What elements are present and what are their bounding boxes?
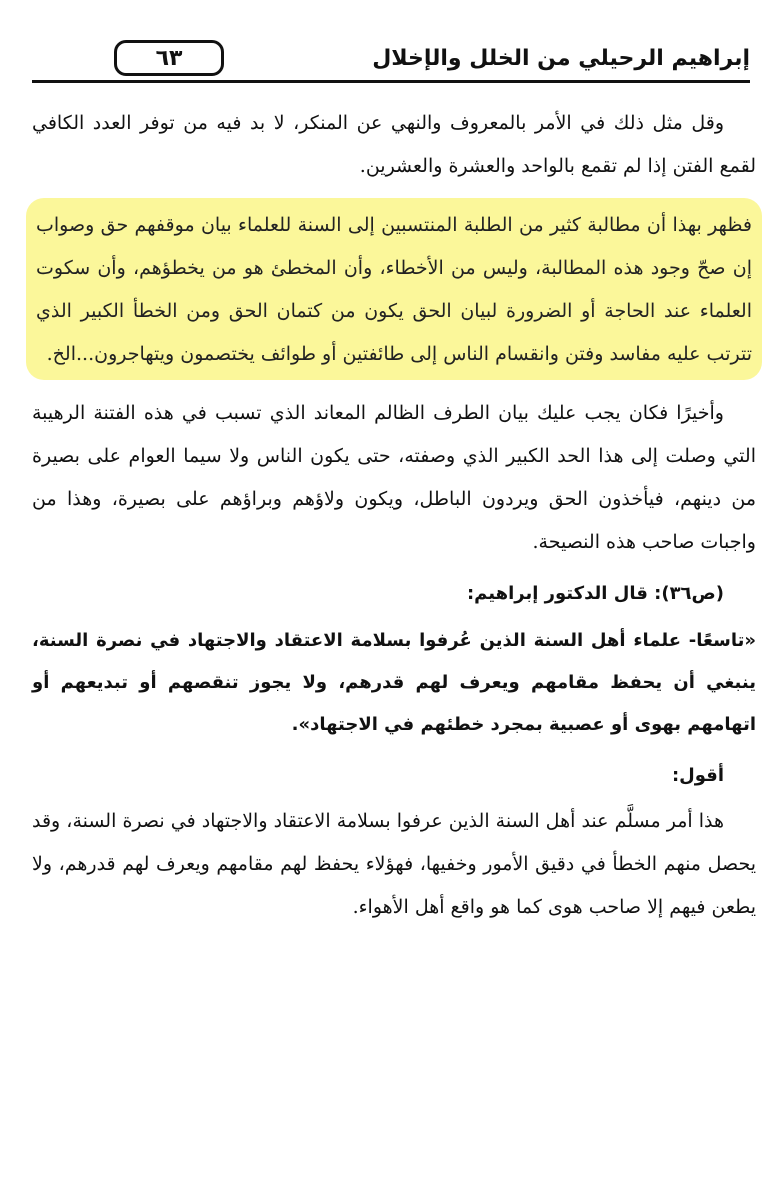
reply-heading: أقول: xyxy=(671,765,724,786)
citation-heading: (ص٣٦): قال الدكتور إبراهيم: xyxy=(466,583,724,604)
paragraph-1: وقل مثل ذلك في الأمر بالمعروف والنهي عن المنكر، لا بد فيه من توفر العدد الكافي لقمع الفتن إذا لم تقمع بالواحد والعشرة والعشرين. xyxy=(32,112,756,177)
header-rule xyxy=(32,80,750,83)
paragraph-3: وأخيرًا فكان يجب عليك بيان الطرف الظالم المعاند الذي تسبب في هذه الفتنة الرهيبة التي وصلت إلى هذا الحد الكبير الذي وصفته، حتى يكون الناس ولا سيما العوام على بصيرة من دينهم، فيأخذون الحق ويردون الباطل، ويكون ولاؤهم وبراؤهم على بصيرة، وهذا من واجبات صاحب هذه النصيحة. xyxy=(32,402,756,553)
running-header xyxy=(32,36,750,92)
running-title: إبراهيم الرحيلي من الخلل والإخلال xyxy=(372,46,750,71)
paragraph-4: هذا أمر مسلَّم عند أهل السنة الذين عرفوا بسلامة الاعتقاد والاجتهاد في نصرة السنة، وقد يحصل منهم الخطأ في دقيق الأمور وخفيها، فهؤلاء يحفظ لهم مقامهم ويعرف لهم قدرهم، ولا يطعن فيهم إلا صاحب هوى كما هو واقع أهل الأهواء. xyxy=(32,810,756,918)
page-number: ٦٣ xyxy=(114,40,224,76)
highlighted-paragraph: فظهر بهذا أن مطالبة كثير من الطلبة المنتسبين إلى السنة للعلماء بيان موقفهم حق وصواب إن صحّ وجود هذه المطالبة، وليس من الأخطاء، وأن المخطئ هو من يخطؤهم، وأن سكوت العلماء عند الحاجة أو الضرورة لبيان الحق يكون من كتمان الحق ومن الخطأ الكبير الذي تترتب عليه مفاسد وفتن وانقسام الناس إلى طائفتين أو طوائف يختصمون ويتهاجرون...الخ. xyxy=(26,198,762,380)
page-body xyxy=(32,102,756,939)
quoted-text: «تاسعًا- علماء أهل السنة الذين عُرفوا بسلامة الاعتقاد والاجتهاد في نصرة السنة، ينبغي أن يحفظ مقامهم ويعرف لهم قدرهم، ولا يجوز تنقصهم أو تبديعهم أو اتهامهم بهوى أو عصبية بمجرد خطئهم في الاجتهاد». xyxy=(32,630,756,735)
